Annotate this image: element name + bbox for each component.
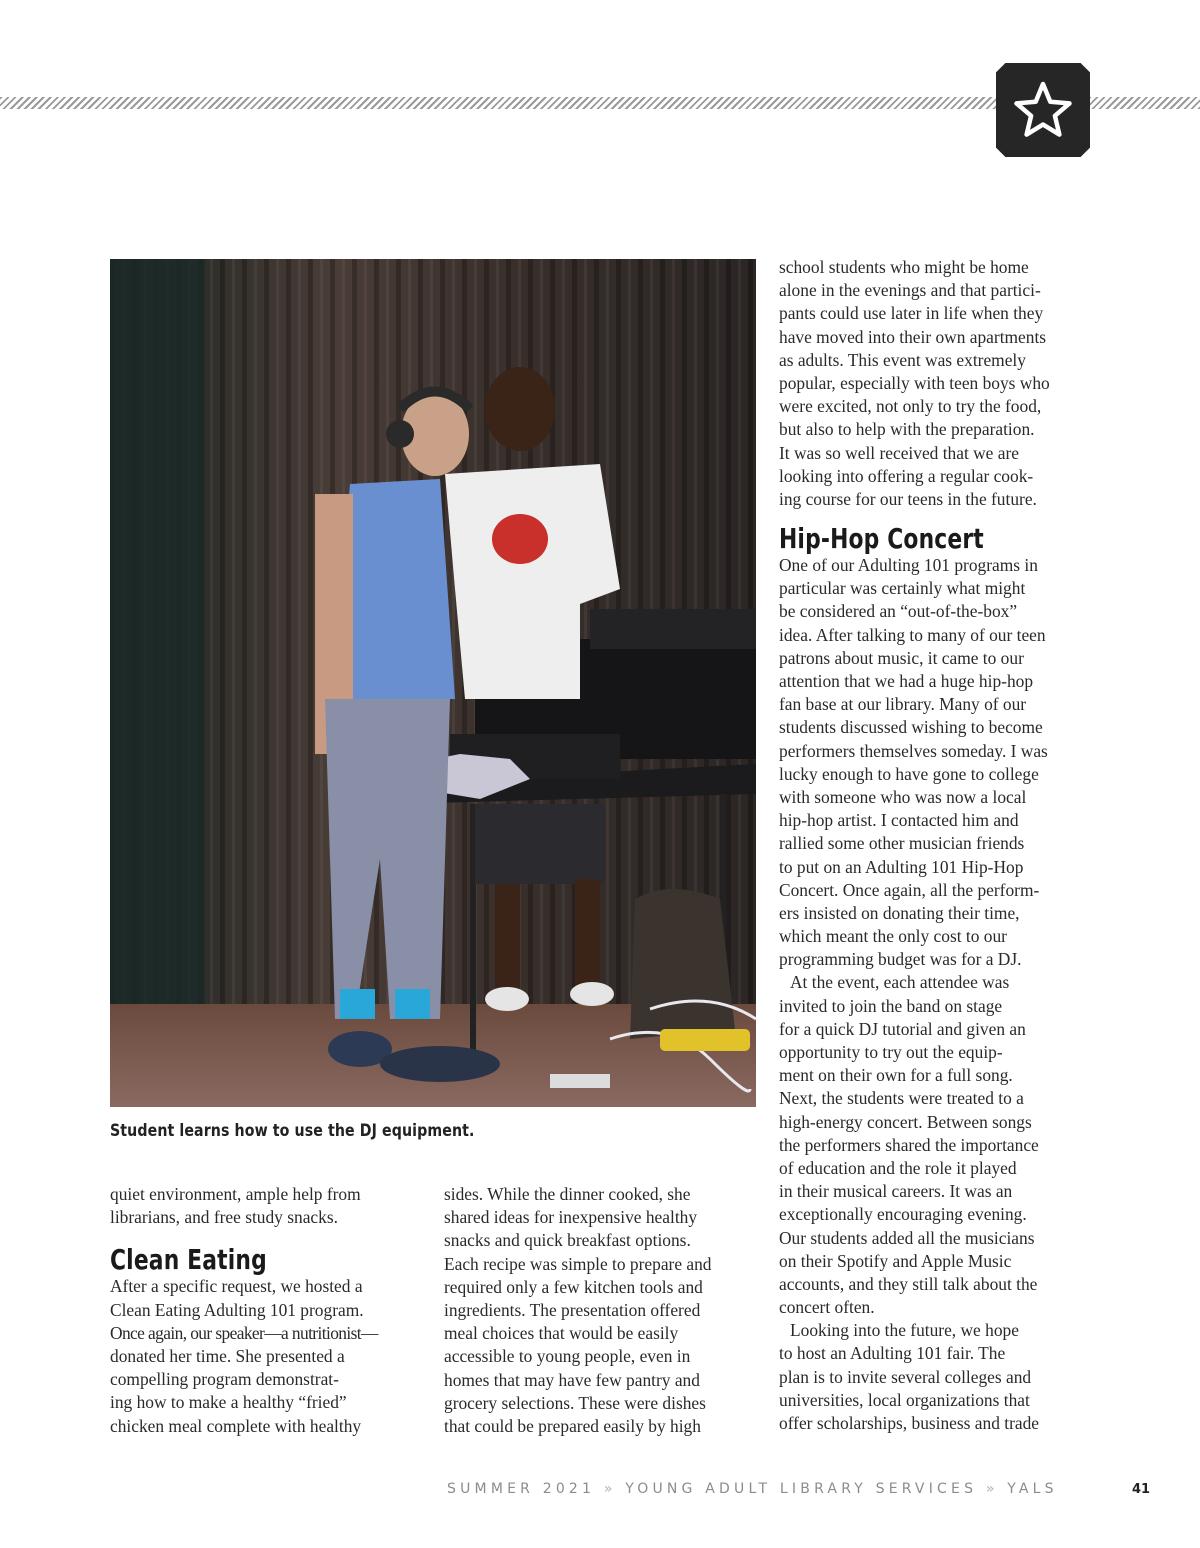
text-line: librarians, and free study snacks. <box>110 1207 338 1228</box>
text-line: hip-hop artist. I contacted him and <box>779 810 1019 831</box>
text-line: students discussed wishing to become <box>779 717 1043 738</box>
text-line: meal choices that would be easily <box>444 1323 679 1344</box>
text-line: patrons about music, it came to our <box>779 647 1024 668</box>
text-line: ingredients. The presentation offered <box>444 1299 701 1320</box>
text-line: After a specific request, we hosted a <box>110 1276 363 1297</box>
text-line: opportunity to try out the equip- <box>779 1042 1003 1062</box>
text-line: school students who might be home <box>779 257 1029 277</box>
footer-separator: » <box>603 1481 617 1497</box>
text-line: offer scholarships, business and trade <box>779 1413 1039 1433</box>
section-badge <box>996 63 1090 157</box>
text-line: rallied some other musician friends <box>779 833 1025 854</box>
text-line: on their Spotify and Apple Music <box>779 1250 1012 1271</box>
text-line: homes that may have few pantry and <box>444 1369 700 1390</box>
text-line: One of our Adulting 101 programs in <box>779 555 1038 576</box>
section-heading-hip-hop-concert: Hip-Hop Concert <box>779 522 984 556</box>
text-line: were excited, not only to try the food, <box>779 396 1042 417</box>
text-line: quiet environment, ample help from <box>110 1184 361 1204</box>
text-line: Our students added all the musicians <box>779 1227 1035 1248</box>
text-line: which meant the only cost to our <box>779 926 1007 947</box>
text-line: sides. While the dinner cooked, she <box>444 1184 691 1204</box>
footer-abbr: YALS <box>1007 1481 1058 1497</box>
footer-separator: » <box>985 1481 999 1497</box>
star-icon <box>1012 79 1074 141</box>
footer-season: SUMMER 2021 <box>447 1481 596 1497</box>
text-line: of education and the role it played <box>779 1157 1017 1178</box>
section-heading-clean-eating: Clean Eating <box>110 1243 267 1277</box>
text-line: Next, the students were treated to a <box>779 1088 1024 1109</box>
text-line: Concert. Once again, all the perform- <box>779 879 1040 900</box>
text-line: performers themselves someday. I was <box>779 740 1048 761</box>
text-line: popular, especially with teen boys who <box>779 372 1050 393</box>
text-line: alone in the evenings and that partici- <box>779 280 1041 301</box>
text-line: Clean Eating Adulting 101 program. <box>110 1299 364 1320</box>
text-line: chicken meal complete with healthy <box>110 1415 362 1436</box>
column-1 <box>110 1183 378 1438</box>
text-line: ing how to make a healthy “fried” <box>110 1392 347 1413</box>
text-line: but also to help with the preparation. <box>779 419 1035 440</box>
text-line: to host an Adulting 101 fair. The <box>779 1343 1006 1364</box>
text-line: ing course for our teens in the future. <box>779 488 1037 509</box>
text-line: grocery selections. These were dishes <box>444 1392 706 1413</box>
text-line: snacks and quick breakfast options. <box>444 1230 691 1251</box>
text-line: the performers shared the importance <box>779 1134 1039 1155</box>
text-line: idea. After talking to many of our teen <box>779 624 1046 645</box>
text-line: in their musical careers. It was an <box>779 1181 1013 1202</box>
column-2 <box>444 1183 712 1438</box>
text-line: to put on an Adulting 101 Hip-Hop <box>779 856 1024 877</box>
text-line: with someone who was now a local <box>779 786 1027 807</box>
text-line: high-energy concert. Between songs <box>779 1111 1032 1132</box>
text-line: Each recipe was simple to prepare and <box>444 1253 712 1274</box>
text-line: particular was certainly what might <box>779 578 1026 599</box>
text-line: invited to join the band on stage <box>779 995 1003 1016</box>
text-line: that could be prepared easily by high <box>444 1415 701 1436</box>
text-line: It was so well received that we are <box>779 442 1019 463</box>
running-footer <box>447 1481 1058 1497</box>
text-line: donated her time. She presented a <box>110 1345 345 1366</box>
text-line: ers insisted on donating their time, <box>779 902 1020 923</box>
text-line: concert often. <box>779 1297 875 1318</box>
text-line: exceptionally encouraging evening. <box>779 1204 1027 1225</box>
text-line: as adults. This event was extremely <box>779 349 1026 370</box>
text-line: pants could use later in life when they <box>779 303 1044 324</box>
text-line: Looking into the future, we hope <box>790 1320 1019 1341</box>
footer-journal: YOUNG ADULT LIBRARY SERVICES <box>625 1481 978 1497</box>
text-line: lucky enough to have gone to college <box>779 763 1039 784</box>
text-line: Once again, our speaker—a nutritionist— <box>110 1322 378 1343</box>
column-3 <box>779 256 1050 1435</box>
text-line: At the event, each attendee was <box>790 972 1010 993</box>
text-line: attention that we had a huge hip-hop <box>779 671 1034 691</box>
text-line: be considered an “out-of-the-box” <box>779 601 1018 622</box>
text-line: accessible to young people, even in <box>444 1346 691 1367</box>
text-line: shared ideas for inexpensive healthy <box>444 1207 698 1228</box>
photo-caption: Student learns how to use the DJ equipment. <box>110 1121 475 1140</box>
text-line: required only a few kitchen tools and <box>444 1276 703 1297</box>
text-line: have moved into their own apartments <box>779 326 1047 347</box>
dj-photo <box>110 259 756 1107</box>
text-line: programming budget was for a DJ. <box>779 949 1022 970</box>
page-number: 41 <box>1132 1482 1151 1497</box>
text-line: plan is to invite several colleges and <box>779 1366 1032 1387</box>
text-line: accounts, and they still talk about the <box>779 1273 1038 1294</box>
text-line: universities, local organizations that <box>779 1389 1030 1410</box>
text-line: for a quick DJ tutorial and given an <box>779 1018 1026 1039</box>
text-line: compelling program demonstrat- <box>110 1369 339 1390</box>
text-line: looking into offering a regular cook- <box>779 465 1034 486</box>
text-line: fan base at our library. Many of our <box>779 694 1027 715</box>
dj-photo-illustration <box>110 259 756 1107</box>
text-line: ment on their own for a full song. <box>779 1065 1013 1086</box>
